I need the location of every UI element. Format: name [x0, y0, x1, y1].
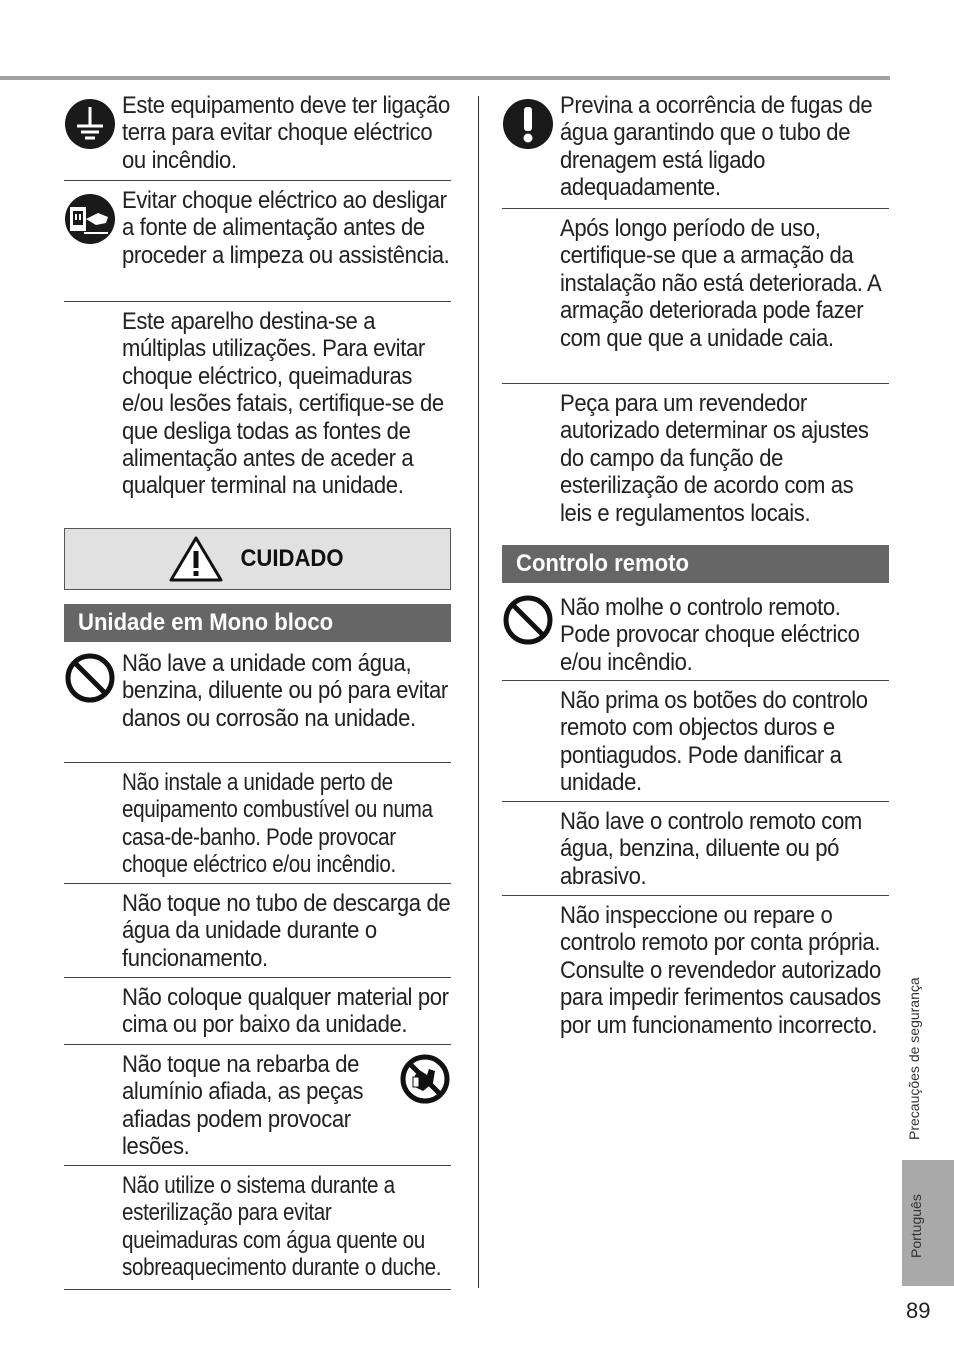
item-text: Este equipamento deve ter ligação terra para evitar choque eléctrico ou incêndio. [122, 92, 450, 174]
list-item [502, 384, 889, 532]
left-column [64, 92, 451, 1290]
ground-icon [64, 98, 116, 150]
item-text: Não inspeccione ou repare o controlo remoto por conta própria. Consulte o revendedor autorizado para impedir ferimentos causados por um funcionamento incorrecto. [560, 902, 881, 1039]
list-item [64, 884, 451, 978]
caution-banner [64, 528, 451, 590]
language-label: Português [908, 1194, 924, 1258]
item-text: Não lave o controlo remoto com água, benzina, diluente ou pó abrasivo. [560, 808, 862, 890]
list-item [502, 802, 889, 896]
list-item [502, 896, 889, 1071]
item-text: Previna a ocorrência de fugas de água garantindo que o tubo de drenagem está ligado adequadamente. [560, 92, 873, 202]
list-item [64, 1166, 451, 1290]
section-title: Unidade em Mono bloco [78, 609, 334, 636]
item-text: Após longo período de uso, certifique-se que a armação da instalação não está deteriorada. A armação deteriorada pode fazer com que que a unidade caia. [560, 215, 881, 352]
section-header [64, 604, 451, 642]
warning-triangle-icon [168, 535, 224, 583]
list-item [502, 92, 889, 209]
column-divider [478, 96, 479, 1288]
right-column [502, 92, 889, 1071]
unplug-icon [64, 193, 116, 245]
section-label-text: Precauções de segurança [906, 977, 922, 1140]
prohibition-icon [502, 594, 554, 646]
list-item [64, 978, 451, 1045]
top-rule [0, 76, 890, 80]
page-number: 89 [906, 1298, 931, 1323]
list-item [64, 181, 451, 302]
do-not-touch-icon [399, 1053, 451, 1105]
item-text: Não molhe o controlo remoto. Pode provocar choque eléctrico e/ou incêndio. [560, 594, 860, 676]
exclamation-icon [502, 98, 554, 150]
caution-label: CUIDADO [239, 545, 344, 572]
item-text: Peça para um revendedor autorizado determinar os ajustes do campo da função de esterilização de acordo com as leis e regulamentos locais. [560, 390, 869, 527]
item-text: Evitar choque eléctrico ao desligar a fonte de alimentação antes de proceder a limpeza ou assistência. [122, 187, 450, 269]
section-title: Controlo remoto [516, 550, 689, 577]
list-item [502, 209, 889, 384]
item-text: Não lave a unidade com água, benzina, diluente ou pó para evitar danos ou corrosão na unidade. [122, 650, 448, 732]
item-text: Não instale a unidade perto de equipamento combustível ou numa casa-de-banho. Pode provocar choque eléctrico e/ou incêndio. [122, 769, 433, 879]
item-text: Não toque na rebarba de alumínio afiada, as peças afiadas podem provocar lesões. [122, 1051, 364, 1161]
list-item [502, 583, 889, 681]
list-item [502, 681, 889, 802]
list-item [64, 302, 451, 504]
item-text: Não utilize o sistema durante a esterilização para evitar queimaduras com água quente ou sobreaquecimento durante o duche. [122, 1172, 442, 1282]
list-item [64, 1045, 451, 1166]
item-text: Não prima os botões do controlo remoto com objectos duros e pontiagudos. Pode danificar a unidade. [560, 687, 868, 797]
language-tab [902, 1160, 954, 1286]
list-item [64, 92, 451, 181]
item-text: Este aparelho destina-se a múltiplas utilizações. Para evitar choque eléctrico, queimaduras e/ou lesões fatais, certifique-se de que desliga todas as fontes de alimentação antes de aceder a qualquer terminal na unidade. [122, 308, 444, 500]
list-item [64, 642, 451, 763]
item-text: Não toque no tubo de descarga de água da unidade durante o funcionamento. [122, 890, 451, 972]
section-header [502, 545, 889, 583]
prohibition-icon [64, 652, 116, 704]
list-item [64, 763, 451, 884]
item-text: Não coloque qualquer material por cima ou por baixo da unidade. [122, 984, 449, 1039]
